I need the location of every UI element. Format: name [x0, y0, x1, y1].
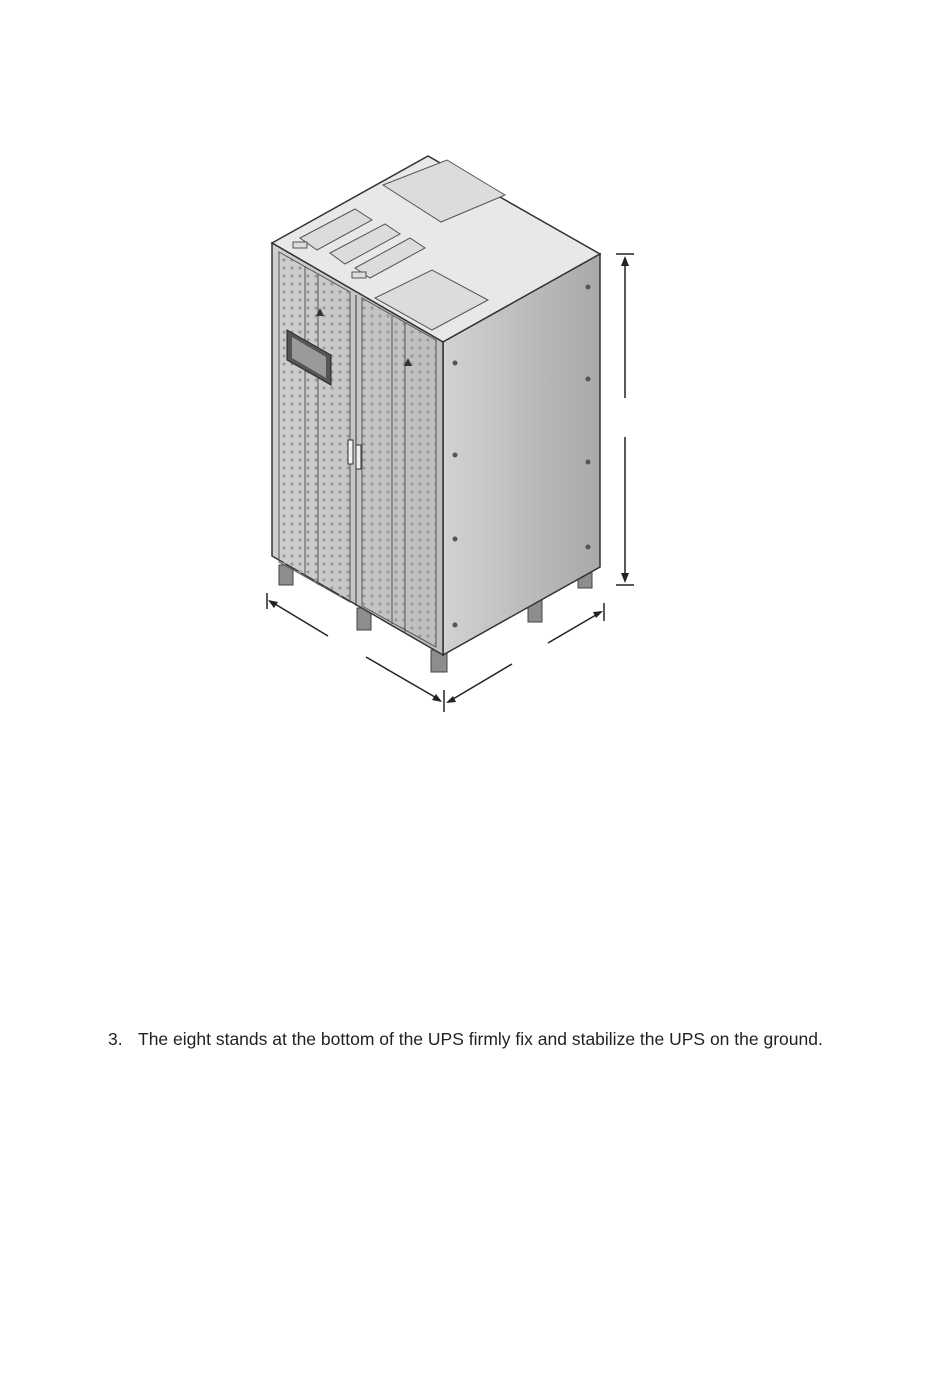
step-text: The eight stands at the bottom of the UPS firmly fix and stabilize the UPS on the ground. [138, 1029, 823, 1049]
height-dimension [616, 254, 634, 585]
step-number: 3. [108, 1029, 123, 1049]
step-3-instruction [108, 1027, 928, 1051]
